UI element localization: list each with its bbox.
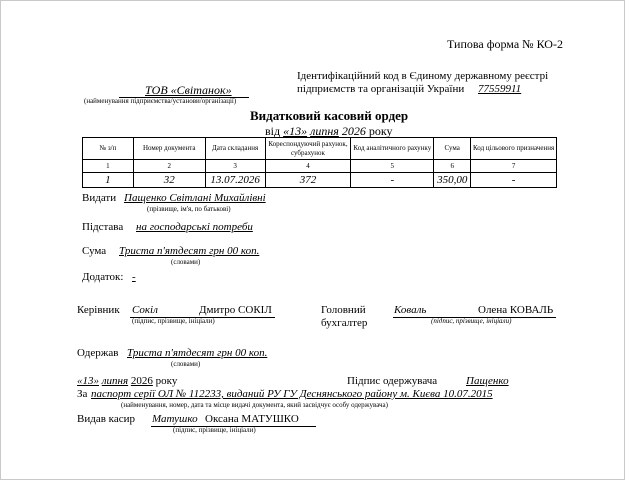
cashier-label: Видав касир <box>77 413 135 425</box>
receipt-date <box>77 375 177 387</box>
organization-name: ТОВ «Світанок» <box>145 83 232 97</box>
passport-caption: (найменування, номер, дата та місце видачі документа, який засвідчує особу одержувача) <box>121 401 388 409</box>
table-header-cell: Сума <box>434 138 471 160</box>
receipt-day: «13» <box>77 375 99 387</box>
cashier-name: Оксана МАТУШКО <box>205 413 299 425</box>
issue-value: Пащенко Світлані Михайлівні <box>124 192 266 204</box>
received-caption: (словами) <box>171 360 201 368</box>
amount-label: Сума <box>82 245 107 257</box>
accountant-label-line1: Головний <box>321 304 366 316</box>
receipt-year: 2026 <box>130 375 153 387</box>
received-value: Триста п'ятдесят грн 00 коп. <box>127 347 268 359</box>
appendix-value: - <box>132 271 136 283</box>
table-header-cell: № з/п <box>83 138 134 160</box>
cashier-signature: Матушко <box>152 413 198 425</box>
accountant-signature: Коваль <box>394 304 427 316</box>
amount-value: Триста п'ятдесят грн 00 коп. <box>119 245 260 257</box>
accountant-label-line2: бухгалтер <box>321 317 368 329</box>
head-label: Керівник <box>77 304 120 316</box>
table-cell-index: 1 <box>83 173 134 188</box>
table-number-cell: 5 <box>351 160 434 173</box>
table-header-cell: Дата складання <box>205 138 265 160</box>
table-number-row <box>83 160 557 173</box>
accountant-name: Олена КОВАЛЬ <box>478 304 554 316</box>
order-table <box>82 137 557 188</box>
table-cell-analytic: - <box>351 173 434 188</box>
table-number-cell: 1 <box>83 160 134 173</box>
passport-label: За <box>77 388 88 400</box>
table-header-cell: Код цільового призначення <box>471 138 557 160</box>
table-cell-doc-number: 32 <box>133 173 205 188</box>
table-cell-account: 372 <box>265 173 351 188</box>
id-code-label-line1: Ідентифікаційний код в Єдиному державному реєстрі <box>297 70 549 82</box>
table-row <box>83 173 557 188</box>
head-name: Дмитро СОКІЛ <box>199 304 272 316</box>
date-month: липня <box>310 124 339 138</box>
head-caption: (підпис, прізвище, ініціали) <box>132 317 215 325</box>
date-suffix: року <box>368 124 393 138</box>
table-cell-sum: 350,00 <box>434 173 471 188</box>
table-cell-purpose: - <box>471 173 557 188</box>
basis-label: Підстава <box>82 221 124 233</box>
appendix-label: Додаток: <box>82 271 124 283</box>
table-header-cell: Код аналітичного рахунку <box>351 138 434 160</box>
amount-caption: (словами) <box>171 258 201 266</box>
table-cell-date: 13.07.2026 <box>205 173 265 188</box>
received-label: Одержав <box>77 347 119 359</box>
document-title: Видатковий касовий ордер <box>250 108 409 123</box>
organization-caption: (найменування підприємства/установи/організації) <box>84 97 237 105</box>
basis-value: на господарські потреби <box>136 221 253 233</box>
recipient-signature-label: Підпис одержувача <box>347 375 438 387</box>
issue-caption: (прізвище, ім'я, по батькові) <box>147 205 231 213</box>
passport-value: паспорт серії ОЛ № 112233, виданий РУ ГУ Деснянського району м. Києва 10.07.2015 <box>91 388 493 400</box>
id-code-value: 77559911 <box>478 83 522 95</box>
receipt-suffix: року <box>155 375 178 387</box>
recipient-signature-value: Пащенко <box>466 375 509 387</box>
table-header-cell: Номер документа <box>133 138 205 160</box>
cashier-caption: (підпис, прізвище, ініціали) <box>173 426 256 434</box>
table-number-cell: 3 <box>205 160 265 173</box>
table-number-cell: 6 <box>434 160 471 173</box>
date-prefix: від <box>265 124 281 138</box>
issue-label: Видати <box>82 192 117 204</box>
table-number-cell: 7 <box>471 160 557 173</box>
table-header-row <box>83 138 557 160</box>
accountant-caption: (підпис, прізвище, ініціали) <box>431 317 512 325</box>
table-number-cell: 2 <box>133 160 205 173</box>
table-number-cell: 4 <box>265 160 351 173</box>
id-code-label-line2: підприємств та організацій України <box>297 83 465 95</box>
table-header-cell: Кореспондуючий рахунок, субрахунок <box>265 138 351 160</box>
date-year: 2026 <box>341 124 366 138</box>
form-number: Типова форма № КО-2 <box>447 37 563 51</box>
receipt-month: липня <box>101 375 129 387</box>
date-day: «13» <box>283 124 308 138</box>
head-signature: Сокіл <box>132 304 158 316</box>
